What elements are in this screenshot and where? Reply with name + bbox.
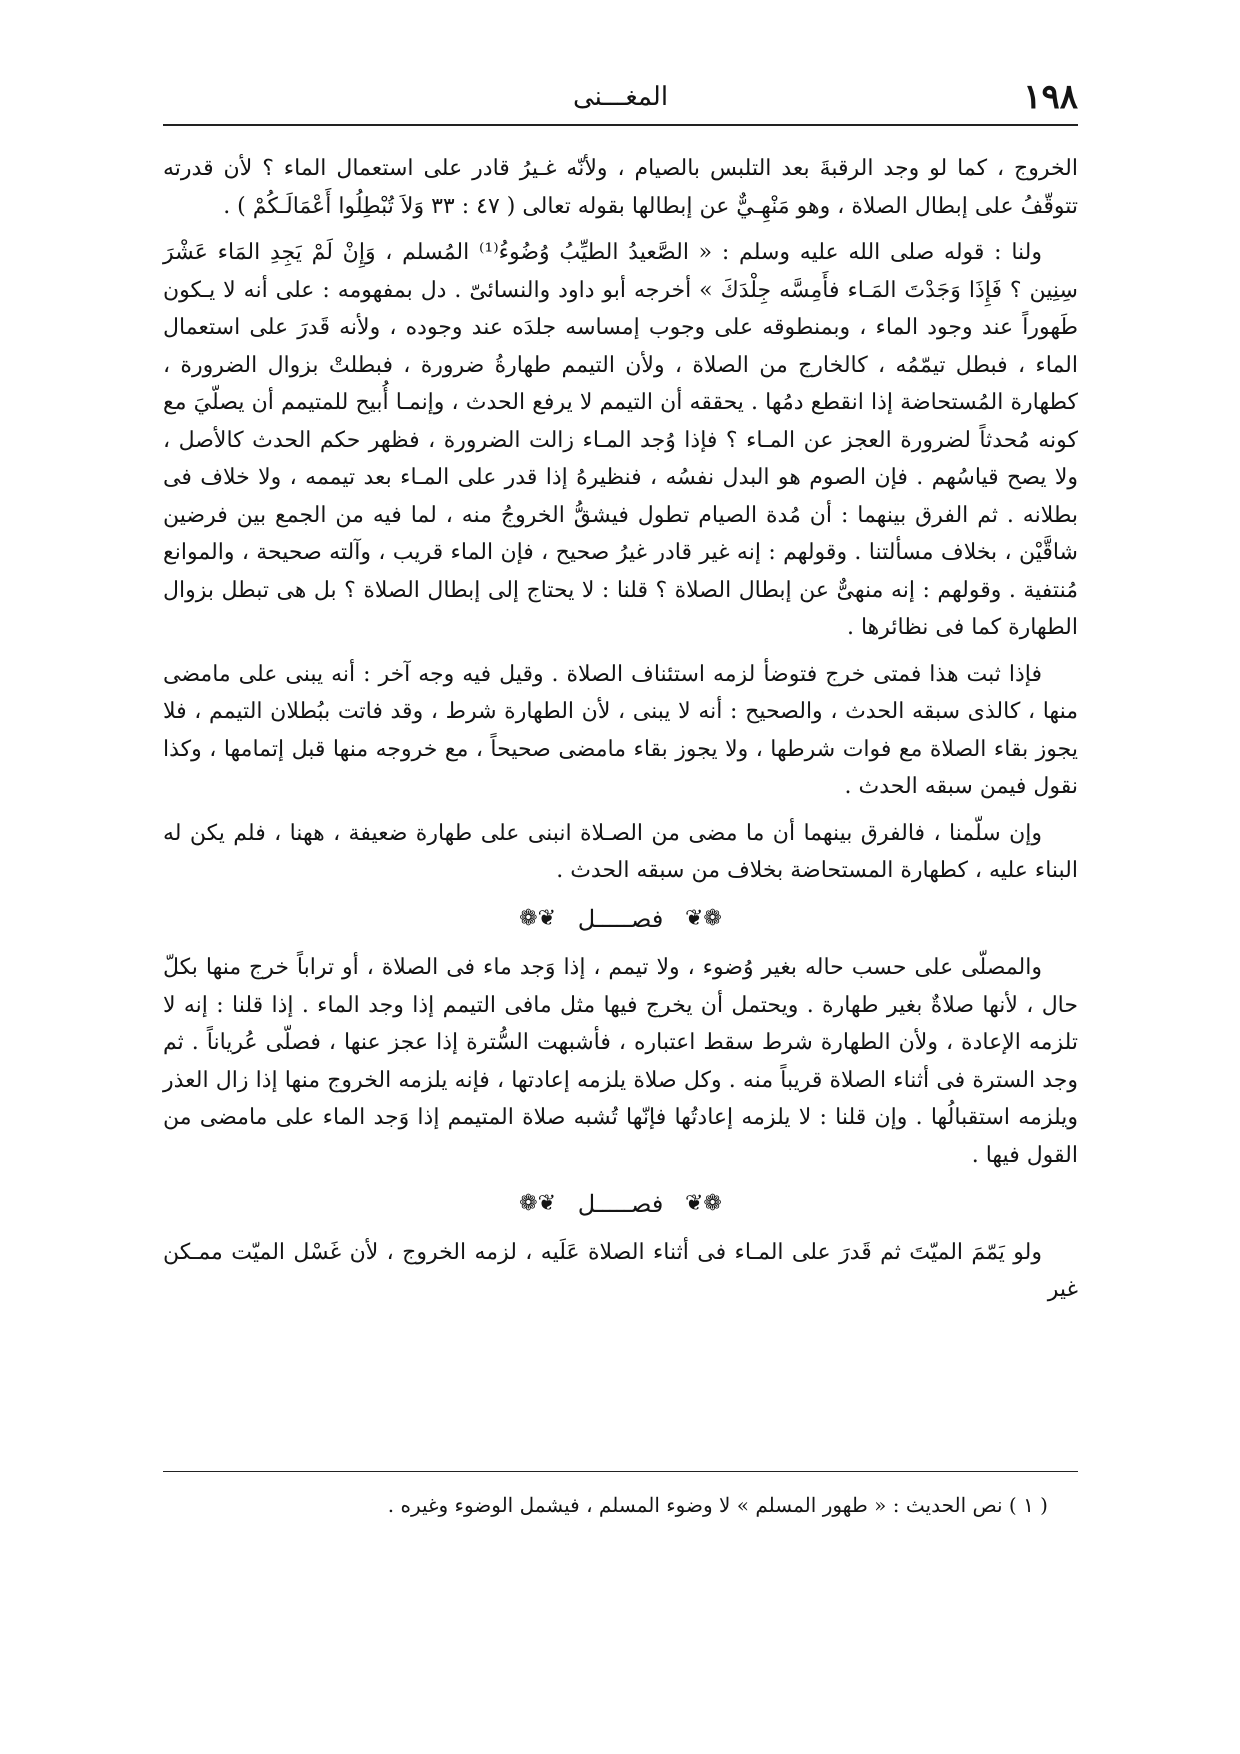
section-heading bbox=[163, 1184, 1078, 1222]
footnote-rule bbox=[163, 1471, 1078, 1472]
ornament-icon: ❦❁ bbox=[519, 906, 557, 931]
running-title: المغـــنى bbox=[572, 82, 669, 112]
header-rule bbox=[163, 124, 1078, 126]
paragraph: وإن سلّمنا ، فالفرق بينهما أن ما مضى من الصـلاة انبنى على طهارة ضعيفة ، ههنا ، فلم يكن له البناء عليه ، كطهارة المستحاضة بخلاف من سبقه الحدث . bbox=[163, 820, 1078, 883]
paragraph: فإذا ثبت هذا فمتى خرج فتوضأ لزمه استئناف الصلاة . وقيل فيه وجه آخر : أنه يبنى على مامضى منها ، كالذى سبقه الحدث ، والصحيح : أنه لا يبنى ، لأن الطهارة شرط ، وقد فاتت ببُطلان التيمم ، فلا يجوز بقاء الصلاة مع فوات شرطها ، ولا يجوز بقاء مامضى صحيحاً ، مع خروجه منها قبل إتمامها ، وكذا نقول فيمن سبقه الحدث . bbox=[163, 661, 1078, 799]
paragraph: والمصلّى على حسب حاله بغير وُضوء ، ولا تيمم ، إذا وَجد ماء فى الصلاة ، أو تراباً خرج منها بكلّ حال ، لأنها صلاةٌ بغير طهارة . ويحتمل أن يخرج فيها مثل مافى التيمم إذا وجد الماء . إذا قلنا : إنه لا تلزمه الإعادة ، ولأن الطهارة شرط سقط اعتباره ، فأشبهت السُّترة إذا عجز عنها ، فصلّى عُرياناً . ثم وجد السترة فى أثناء الصلاة قريباً منه . وكل صلاة يلزمه إعادتها ، فإنه يلزمه الخروج منها إذا زال العذر ويلزمه استقبالُها . وإن قلنا : لا يلزمه إعادتُها فإنّها تُشبه صلاة المتيمم إذا وَجد الماء على مامضى من القول فيها . bbox=[163, 955, 1078, 1168]
ornament-icon: ❁❦ bbox=[684, 906, 722, 931]
section-heading-text: فصـــــل bbox=[577, 905, 664, 933]
paragraph: ولنا : قوله صلى الله عليه وسلم : « الصَّعيدُ الطيِّبُ وُضُوءُ⁽¹⁾ المُسلم ، وَإِنْ لَمْ يَجِدِ المَاء عَشْرَ سِنِين ؟ فَإِذَا وَجَدْتَ المَـاء فأَمِسَّه جِلْدَكَ » أخرجه أبو داود والنسائىّ . دل بمفهومه : على أنه لا يـكون طَهوراً عند وجود الماء ، وبمنطوقه على وجوب إمساسه جلدَه عند وجوده ، ولأنه قَدرَ على استعمال الماء ، فبطل تيمّمُه ، كالخارج من الصلاة ، ولأن التيمم طهارةُ ضرورة ، فبطلتْ بزوال الضرورة ، كطهارة المُستحاضة إذا انقطع دمُها . يحققه أن التيمم لا يرفع الحدث ، وإنمـا أُبيح للمتيمم أن يصلّيَ مع كونه مُحدثاً لضرورة العجز عن المـاء ؟ فإذا وُجد المـاء زالت الضرورة ، فظهر حكم الحدث كالأصل ، ولا يصح قياسُهم . فإن الصوم هو البدل نفسُه ، فنظيرهُ إذا قدر على المـاء بعد تيممه ، ولا خلاف فى بطلانه . ثم الفرق بينهما : أن مُدة الصيام تطول فيشقُّ الخروجُ منه ، لما فيه من الجمع بين فرضين شاقَّيْن ، بخلاف مسألتنا . وقولهم : إنه غير قادر غيرُ صحيح ، فإن الماء قريب ، وآلته صحيحة ، والموانع مُنتفية . وقولهم : إنه منهىٌّ عن إبطال الصلاة ؟ قلنا : لا يحتاج إلى إبطال الصلاة ؟ بل هى تبطل بزوال الطهارة كما فى نظائرها . bbox=[163, 240, 1078, 640]
section-heading-text: فصـــــل bbox=[577, 1189, 664, 1218]
page-header bbox=[163, 78, 1078, 116]
section-heading bbox=[163, 900, 1078, 938]
ornament-icon: ❁❦ bbox=[684, 1190, 722, 1216]
footnote: ( ١ ) نص الحديث : « طهور المسلم » لا وضوء المسلم ، فيشمل الوضوء وغيره . bbox=[387, 1493, 1048, 1517]
paragraph: الخروج ، كما لو وجد الرقبةَ بعد التلبس بالصيام ، ولأنّه غـيرُ قادر على استعمال الماء ؟ لأن قدرته تتوقّفُ على إبطال الصلاة ، وهو مَنْهِـيٌّ عن إبطالها بقوله تعالى ( ٤٧ : ٣٣ وَلاَ تُبْطِلُوا أَعْمَالَـكُمْ ) . bbox=[163, 156, 1078, 219]
paragraph: ولو يَمّمَ الميّتَ ثم قَدرَ على المـاء فى أثناء الصلاة عَلَيه ، لزمه الخروج ، لأن غَسْل الميّت ممـكن غير bbox=[163, 1239, 1078, 1302]
main-text bbox=[163, 150, 1078, 1318]
ornament-icon: ❦❁ bbox=[519, 1190, 557, 1216]
page-number: ١٩٨ bbox=[1023, 77, 1078, 117]
